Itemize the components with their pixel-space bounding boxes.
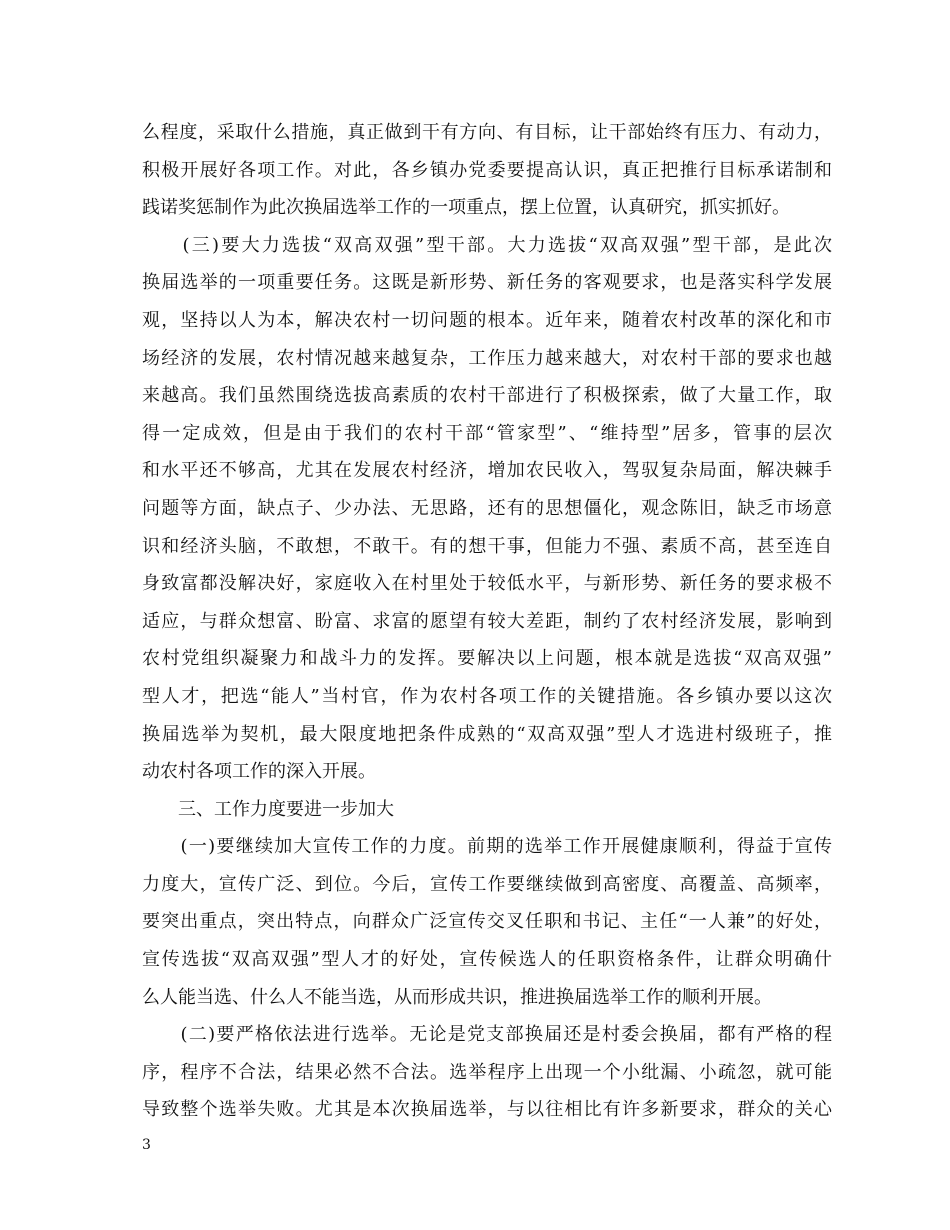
text-line: (三)要大力选拔“双高双强”型干部。大力选拔“双高双强”型干部，是此次 <box>142 234 832 256</box>
text-line: 序，程序不合法，结果必然不合法。选举程序上出现一个小纰漏、小疏忽，就可能 <box>142 1061 832 1083</box>
text-line: 导致整个选举失败。尤其是本次换届选举，与以往相比有许多新要求，群众的关心 <box>142 1099 832 1121</box>
text-line: 场经济的发展，农村情况越来越复杂，工作压力越来越大，对农村干部的要求也越 <box>142 347 832 369</box>
page-number: 3 <box>142 1137 151 1153</box>
text-line: 观，坚持以人为本，解决农村一切问题的根本。近年来，随着农村改革的深化和市 <box>142 309 832 331</box>
text-line: 身致富都没解决好，家庭收入在村里处于较低水平，与新形势、新任务的要求极不 <box>142 573 832 595</box>
text-line: 积极开展好各项工作。对此，各乡镇办党委要提高认识，真正把推行目标承诺制和 <box>142 159 832 181</box>
text-line: 得一定成效，但是由于我们的农村干部“管家型”、“维持型”居多，管事的层次 <box>142 422 832 444</box>
text-line: 要突出重点，突出特点，向群众广泛宣传交叉任职和书记、主任“一人兼”的好处， <box>142 911 832 933</box>
text-line: 农村党组织凝聚力和战斗力的发挥。要解决以上问题，根本就是选拔“双高双强” <box>142 648 832 670</box>
text-line: 么程度，采取什么措施，真正做到干有方向、有目标，让干部始终有压力、有动力， <box>142 122 832 143</box>
text-line: 适应，与群众想富、盼富、求富的愿望有较大差距，制约了农村经济发展，影响到 <box>142 610 832 632</box>
text-line: 动农村各项工作的深入开展。 <box>142 761 376 783</box>
text-line: 型人才，把选“能人”当村官，作为农村各项工作的关键措施。各乡镇办要以这次 <box>142 685 832 707</box>
text-line: 问题等方面，缺点子、少办法、无思路，还有的思想僵化，观念陈旧，缺乏市场意 <box>142 497 832 519</box>
text-line: 力度大，宣传广泛、到位。今后，宣传工作要继续做到高密度、高覆盖、高频率， <box>142 873 832 895</box>
text-line: 来越高。我们虽然围绕选拔高素质的农村干部进行了积极探索，做了大量工作，取 <box>142 385 832 407</box>
text-line: 践诺奖惩制作为此次换届选举工作的一项重点，摆上位置，认真研究，抓实抓好。 <box>142 197 790 219</box>
text-line: 识和经济头脑，不敢想，不敢干。有的想干事，但能力不强、素质不高，甚至连自 <box>142 535 832 557</box>
text-line: (二)要严格依法进行选举。无论是党支部换届还是村委会换届，都有严格的程 <box>142 1024 832 1046</box>
text-line: 三、工作力度要进一步加大 <box>142 798 394 820</box>
body-text <box>142 114 832 1129</box>
text-line: 宣传选拔“双高双强”型人才的好处，宣传候选人的任职资格条件，让群众明确什 <box>142 949 832 971</box>
text-line: 换届选举的一项重要任务。这既是新形势、新任务的客观要求，也是落实科学发展 <box>142 272 832 294</box>
text-line: 么人能当选、什么人不能当选，从而形成共识，推进换届选举工作的顺利开展。 <box>142 986 772 1008</box>
text-line: (一)要继续加大宣传工作的力度。前期的选举工作开展健康顺利，得益于宣传 <box>142 836 832 858</box>
text-line: 换届选举为契机，最大限度地把条件成熟的“双高双强”型人才选进村级班子，推 <box>142 723 832 745</box>
text-line: 和水平还不够高，尤其在发展农村经济，增加农民收入，驾驭复杂局面，解决棘手 <box>142 460 832 482</box>
